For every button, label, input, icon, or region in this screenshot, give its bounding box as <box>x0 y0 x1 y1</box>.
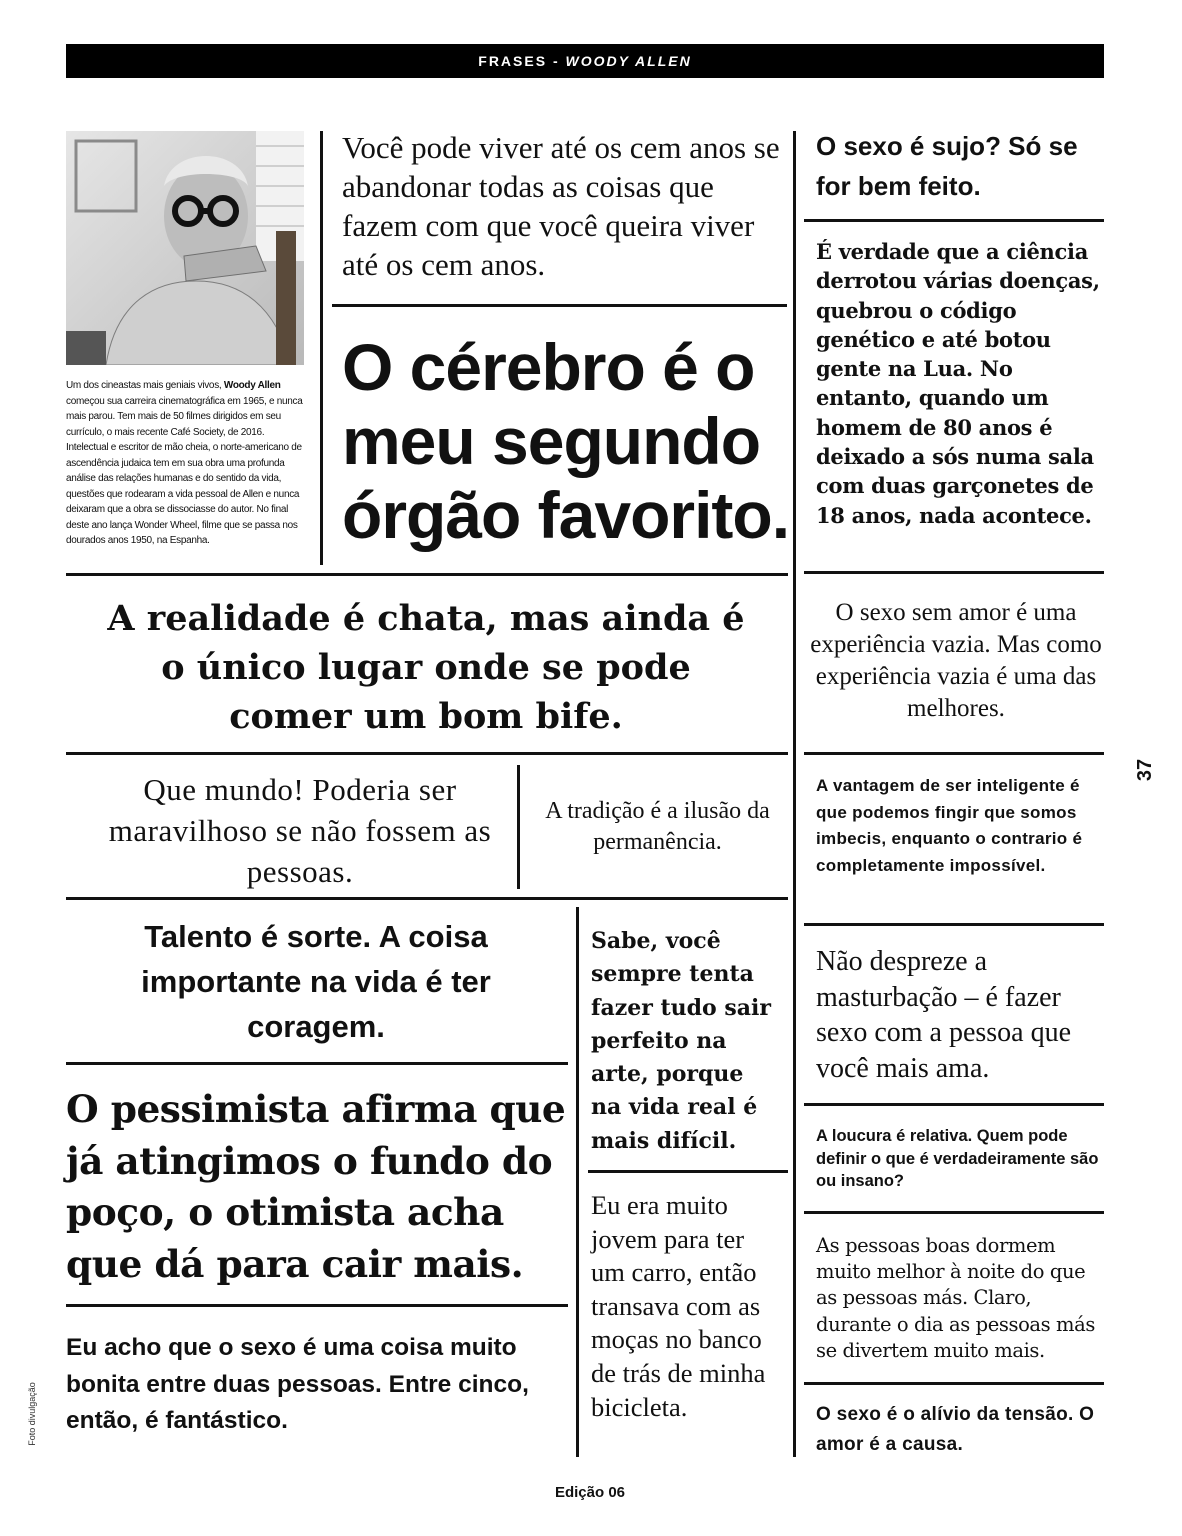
caption-name: Woody Allen <box>223 380 281 391</box>
photo-caption <box>66 378 304 549</box>
quote-pessoas-boas: As pessoas boas dormem muito melhor à noite do que as pessoas más. Claro, durante o dia as pessoas más se divertem muito mais. <box>816 1234 1095 1362</box>
quote-realidade: A realidade é chata, mas ainda é o único lugar onde se pode comer um bom bife. <box>107 598 745 737</box>
section-header <box>66 44 1104 78</box>
column-divider <box>793 131 796 1457</box>
page-number: 37 <box>1134 758 1156 782</box>
quote-vantagem: A vantagem de ser inteligente é que podemos fingir que somos imbecis, enquanto o contrario é completamente impossível. <box>816 776 1083 875</box>
author-label: WOODY ALLEN <box>565 53 692 69</box>
horizontal-rule <box>66 573 788 576</box>
horizontal-rule <box>66 752 788 755</box>
quote-que-mundo: Que mundo! Poderia ser maravilhoso se não fossem as pessoas. <box>108 772 492 889</box>
quote-sexo-sem-amor: O sexo sem amor é uma experiência vazia. Mas como experiência vazia é uma das melhores. <box>810 599 1102 722</box>
quote-sabe: Sabe, você sempre tenta fazer tudo sair perfeito na arte, porque na vida real é mais difícil. <box>591 928 771 1154</box>
author-photo <box>66 131 304 365</box>
quote-jovem: Eu era muito jovem para ter um carro, então transava com as moças no banco de trás de minha bicicleta. <box>591 1190 766 1422</box>
horizontal-rule <box>804 923 1104 926</box>
column-divider <box>517 765 520 889</box>
edition-label: Edição 06 <box>554 1484 626 1501</box>
quote-cerebro: O cérebro é o meu segundo órgão favorito. <box>342 330 790 552</box>
caption-text: começou sua carreira cinematográfica em 1965, e nunca mais parou. Tem mais de 50 filmes dirigidos em seu currículo, o mais recente Café Society, de 2016. Intelectual e escritor de mão cheia, o norte-americano de ascendência judaica tem em sua obra uma profunda análise das relações humanas e do sentido da vida, questões que rodearam a vida pessoal de Allen e nunca deixaram que a obra se dissociasse do autor. No final deste ano lança Wonder Wheel, filme que se passa nos dourados anos 1950, na Espanha. <box>66 395 303 546</box>
quote-pessimista: O pessimista afirma que já atingimos o fundo do poço, o otimista acha que dá para cair mais. <box>66 1087 566 1286</box>
horizontal-rule <box>804 1382 1104 1385</box>
column-divider <box>320 131 323 565</box>
horizontal-rule <box>66 1062 568 1065</box>
photo-credit: Foto divulgação <box>27 1382 37 1446</box>
horizontal-rule <box>66 897 788 900</box>
horizontal-rule <box>804 1103 1104 1106</box>
portrait-illustration <box>66 131 304 365</box>
quote-loucura: A loucura é relativa. Quem pode definir o que é verdadeiramente são ou insano? <box>816 1127 1099 1190</box>
quote-ciencia: É verdade que a ciência derrotou várias doenças, quebrou o código genético e até botou gente na Lua. No entanto, quando um homem de 80 anos é deixado a sós numa sala com duas garçonetes de 18 anos, nada acontece. <box>816 239 1100 528</box>
horizontal-rule <box>66 1304 568 1307</box>
quote-sexo-sujo: O sexo é sujo? Só se for bem feito. <box>816 131 1078 201</box>
horizontal-rule <box>804 1211 1104 1214</box>
column-divider <box>576 907 579 1457</box>
horizontal-rule <box>804 571 1104 574</box>
quote-nao-despreze: Não despreze a masturbação – é fazer sexo com a pessoa que você mais ama. <box>816 946 1072 1084</box>
quote-sexo-bonita: Eu acho que o sexo é uma coisa muito bonita entre duas pessoas. Entre cinco, então, é fantástico. <box>66 1334 529 1434</box>
quote-cem-anos: Você pode viver até os cem anos se abandonar todas as coisas que fazem com que você queira viver até os cem anos. <box>342 130 780 282</box>
section-label: FRASES - <box>478 53 560 69</box>
horizontal-rule <box>332 304 787 307</box>
caption-lead: Um dos cineastas mais geniais vivos, <box>66 380 224 391</box>
quote-alivio: O sexo é o alívio da tensão. O amor é a causa. <box>816 1404 1095 1455</box>
quote-tradicao: A tradição é a ilusão da permanência. <box>545 798 770 855</box>
horizontal-rule <box>588 1170 788 1173</box>
horizontal-rule <box>804 219 1104 222</box>
quote-talento: Talento é sorte. A coisa importante na vida é ter coragem. <box>141 919 491 1044</box>
horizontal-rule <box>804 752 1104 755</box>
